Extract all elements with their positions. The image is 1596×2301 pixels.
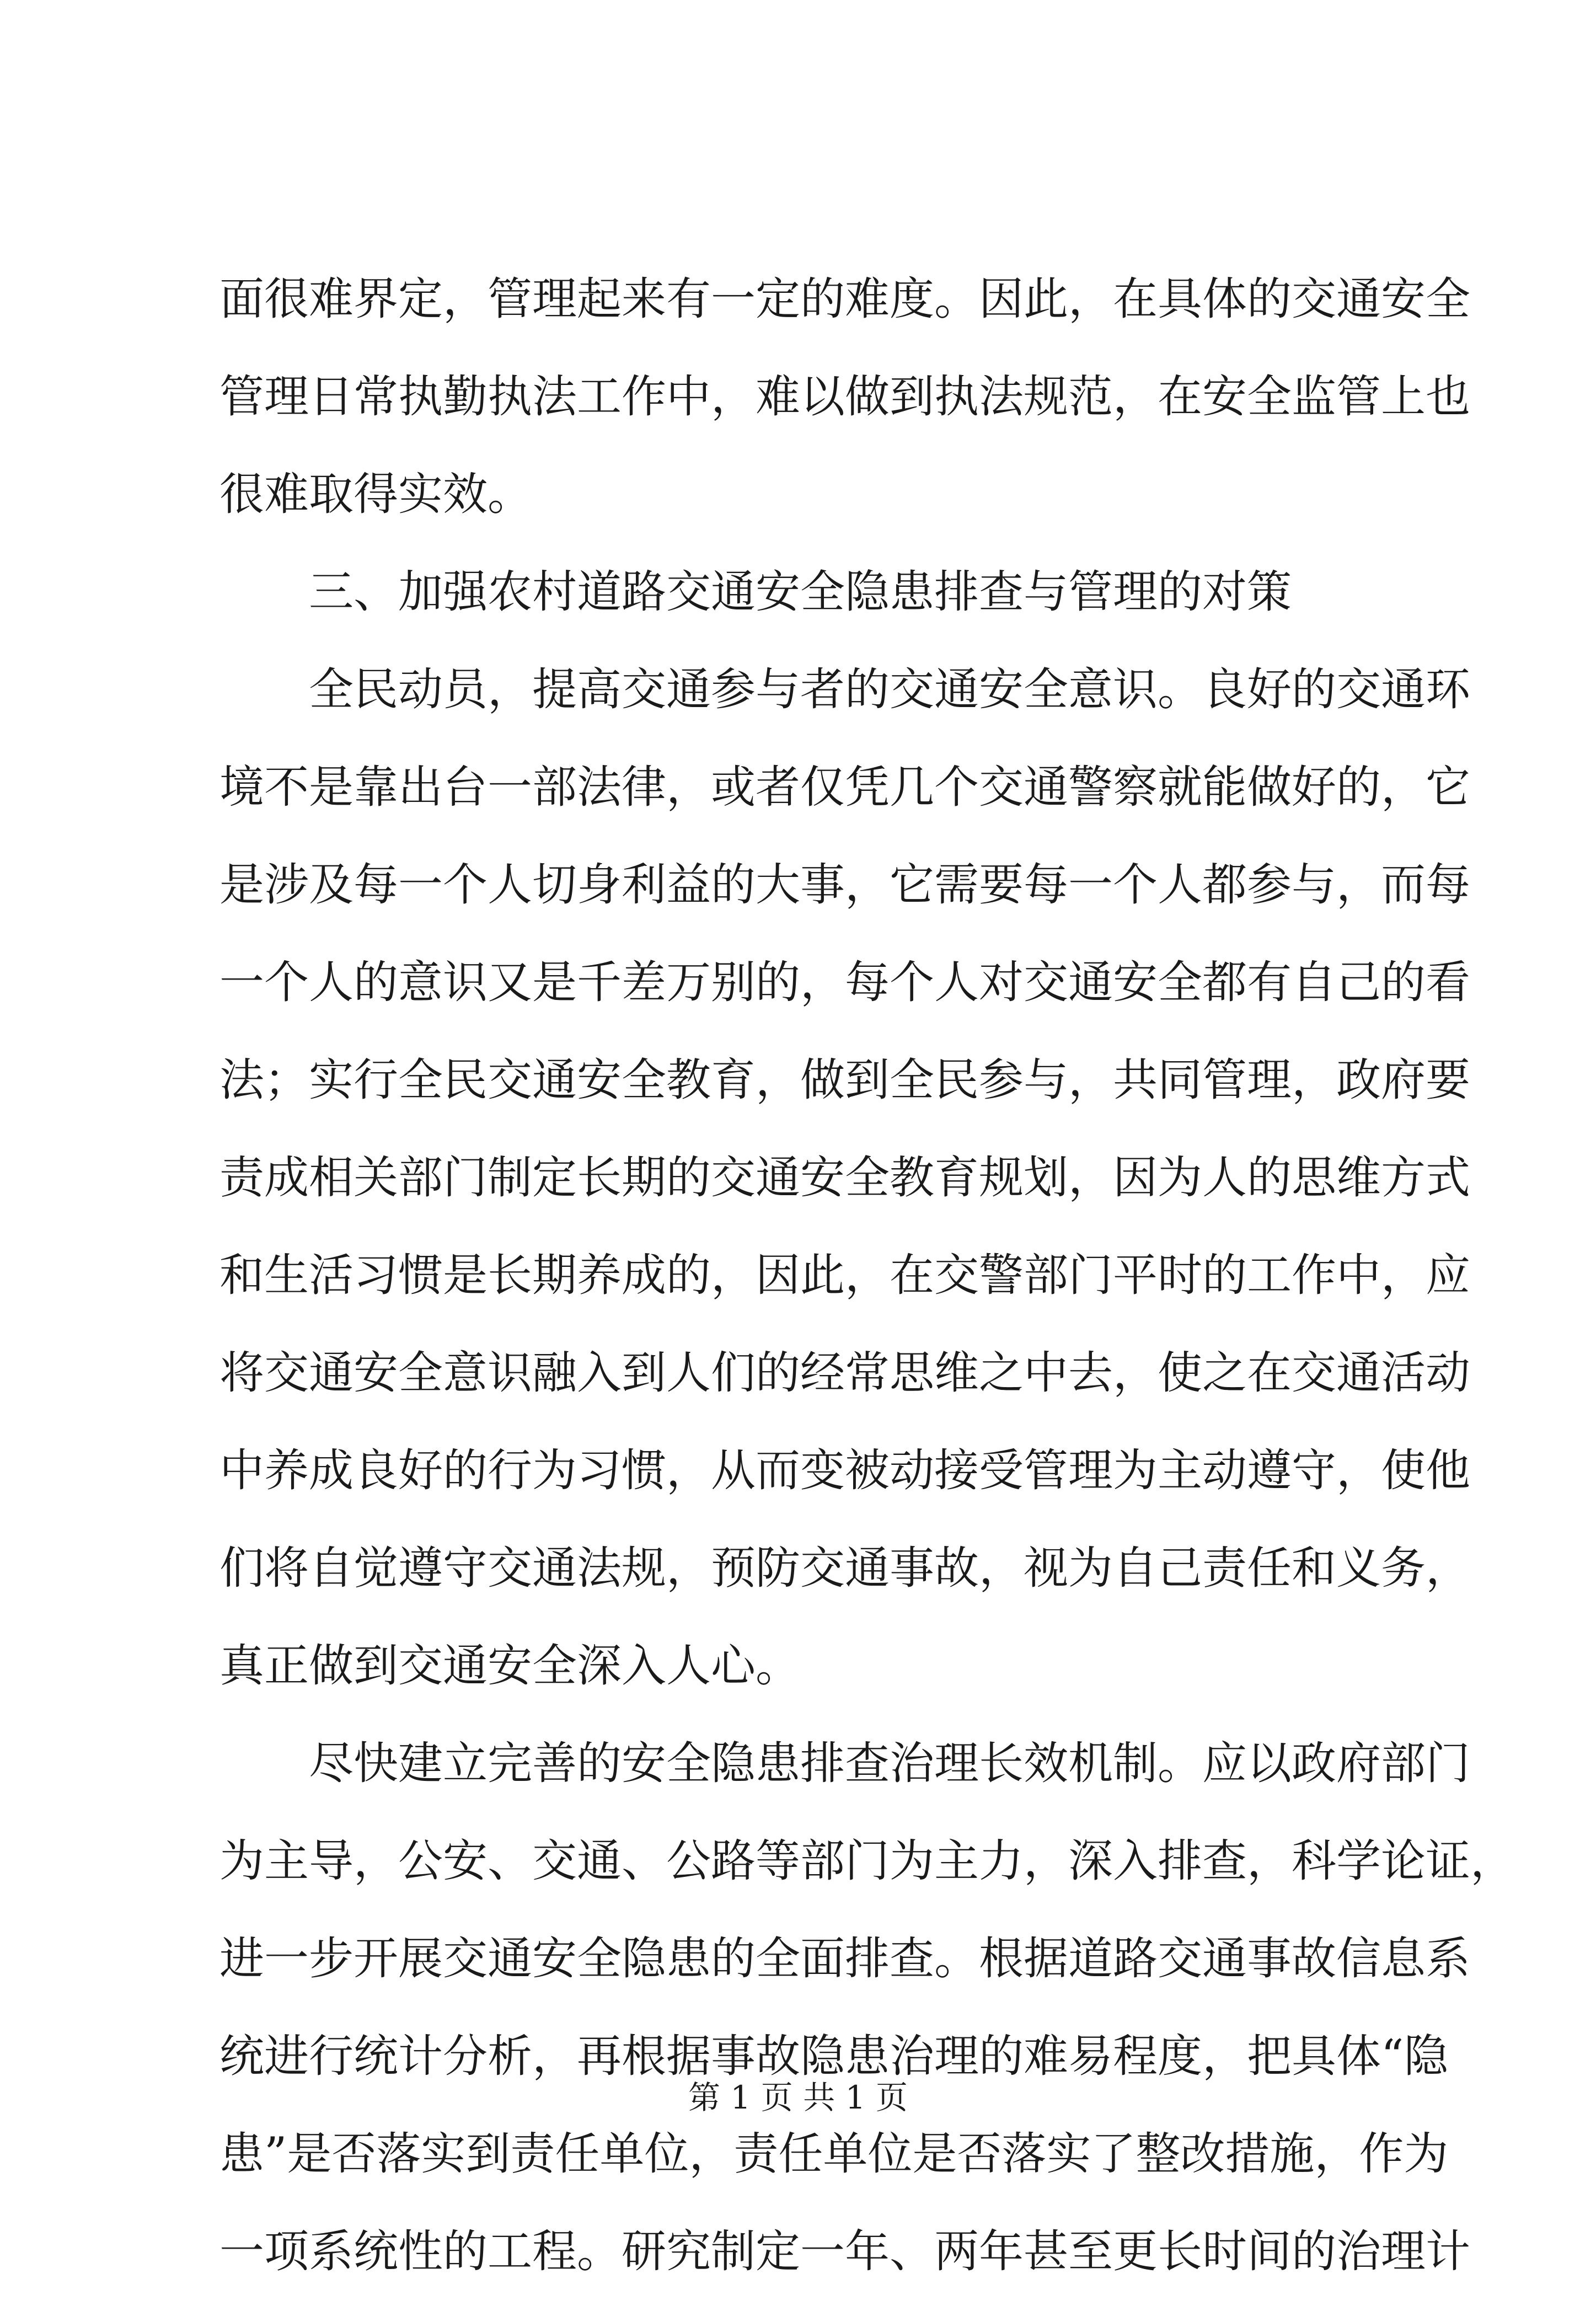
text-line: 责成相关部门制定长期的交通安全教育规划，因为人的思维方式 bbox=[219, 1152, 1471, 1204]
text-line: 统进行统计分析，再根据事故隐患治理的难易程度，把具体“隐 bbox=[219, 2031, 1449, 2083]
text-line: 为主导，公安、交通、公路等部门为主力，深入排查，科学论证， bbox=[219, 1836, 1515, 1887]
text-line: 患”是否落实到责任单位，责任单位是否落实了整改措施，作为 bbox=[219, 2128, 1449, 2180]
page-footer: 第 1 页 共 1 页 bbox=[688, 2079, 908, 2116]
text-line: 尽快建立完善的安全隐患排查治理长效机制。应以政府部门 bbox=[309, 1738, 1471, 1790]
text-line: 管理日常执勤执法工作中，难以做到执法规范，在安全监管上也 bbox=[219, 371, 1471, 423]
document-body bbox=[219, 251, 1515, 2301]
text-line: 很难取得实效。 bbox=[219, 469, 533, 521]
text-line: 法；实行全民交通安全教育，做到全民参与，共同管理，政府要 bbox=[219, 1055, 1471, 1106]
text-line: 们将自觉遵守交通法规，预防交通事故，视为自己责任和义务， bbox=[219, 1543, 1471, 1594]
text-line: 全民动员，提高交通参与者的交通安全意识。良好的交通环 bbox=[309, 664, 1471, 716]
text-line: 一个人的意识又是千差万别的，每个人对交通安全都有自己的看 bbox=[219, 957, 1471, 1009]
text-line: 是涉及每一个人切身利益的大事，它需要每一个人都参与，而每 bbox=[219, 859, 1471, 911]
text-line: 进一步开展交通安全隐患的全面排查。根据道路交通事故信息系 bbox=[219, 1933, 1471, 1985]
section-heading: 三、加强农村道路交通安全隐患排查与管理的对策 bbox=[309, 566, 1292, 618]
text-line: 和生活习惯是长期养成的，因此，在交警部门平时的工作中，应 bbox=[219, 1250, 1471, 1302]
text-line: 一项系统性的工程。研究制定一年、两年甚至更长时间的治理计 bbox=[219, 2226, 1471, 2278]
text-line: 真正做到交通安全深入人心。 bbox=[219, 1640, 801, 1692]
text-line: 将交通安全意识融入到人们的经常思维之中去，使之在交通活动 bbox=[219, 1347, 1471, 1399]
text-line: 中养成良好的行为习惯，从而变被动接受管理为主动遵守，使他 bbox=[219, 1445, 1471, 1497]
text-line: 面很难界定，管理起来有一定的难度。因此，在具体的交通安全 bbox=[219, 274, 1471, 325]
text-line: 境不是靠出台一部法律，或者仅凭几个交通警察就能做好的，它 bbox=[219, 762, 1471, 814]
